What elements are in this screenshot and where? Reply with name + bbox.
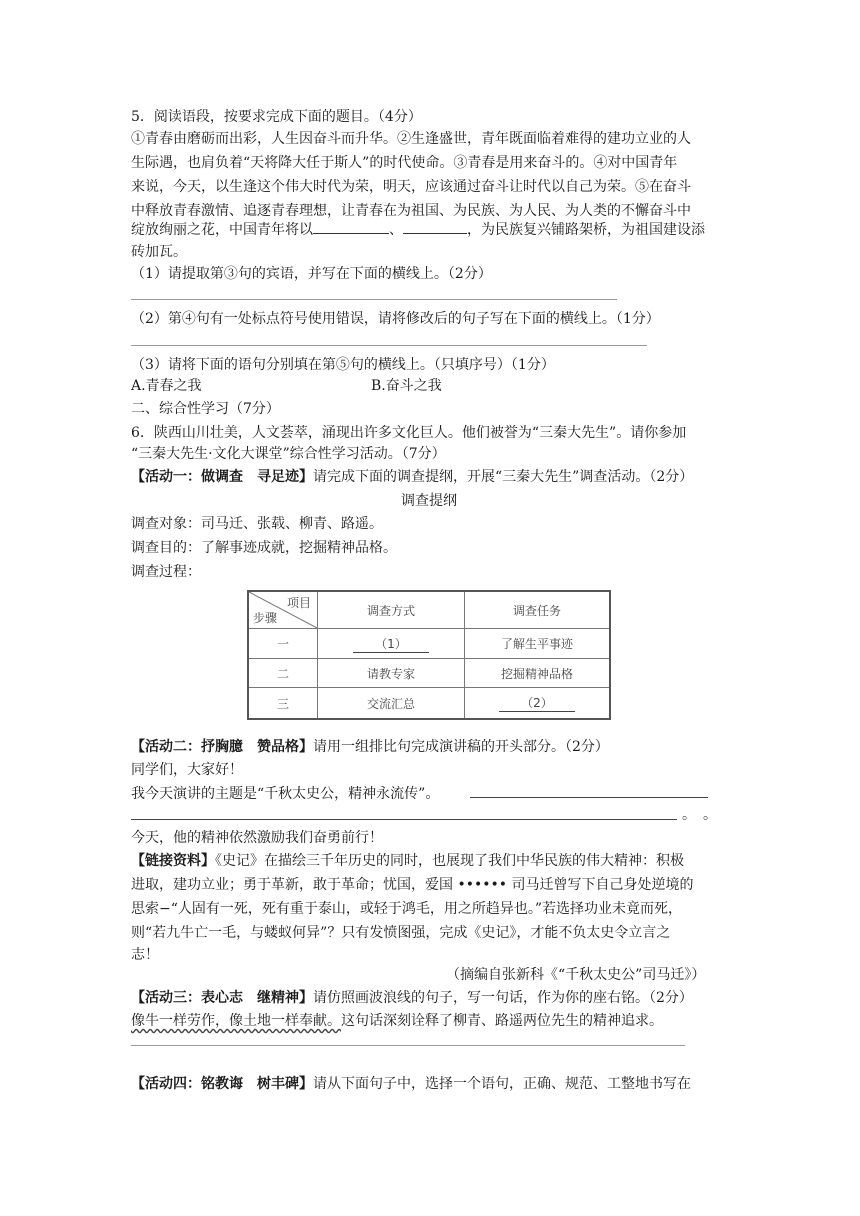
q5-passage-text: 绽放绚丽之花，中国青年将以 [131,222,313,238]
survey-table [247,590,611,720]
table-row [248,688,610,719]
answer-line[interactable] [131,345,647,346]
section-heading: 二、综合性学习（7分） [131,401,280,417]
activity3-text: 请仿照画波浪线的句子，写一句话，作为你的座右铭。（2分） [313,990,693,1006]
link-text-line: 志！ [131,947,159,963]
activity3-line [131,989,693,1007]
fill-blank[interactable] [403,219,467,234]
survey-target: 调查对象：司马迁、张载、柳青、路遥。 [131,516,383,532]
q5-passage-line: 砖加瓦。 [131,244,187,260]
survey-process: 调查过程： [131,564,201,580]
corner-label-step: 步骤 [253,611,278,625]
speech-greeting: 同学们，大家好！ [131,762,243,778]
q5-title: 5．阅读语段，按要求完成下面的题目。（4分） [131,109,422,125]
q5-passage-text: ，为民族复兴铺路架桥，为祖国建设添 [467,222,705,238]
table-cell-method[interactable] [318,629,465,659]
answer-line[interactable] [131,299,617,300]
table-cell-task: 挖掘精神品格 [465,659,611,688]
q5-sub1: （1）请提取第③句的宾语，并写在下面的横线上。（2分） [131,266,492,282]
link-text-line: 则“若九牛亡一毛，与蝼蚁何异”？只有发愤图强，完成《史记》，才能不负太史令立言之 [131,925,671,941]
table-cell-method: 交流汇总 [318,688,465,719]
outline-title: 调查提纲 [401,493,457,509]
wavy-sentence-line [131,1012,663,1030]
q5-passage-line: 生际遇，也肩负着“天将降大任于斯人”的时代使命。③青春是用来奋斗的。④对中国青年 [131,155,678,171]
speech-end-marks: 。 。 [682,807,717,823]
q5-passage-line: 中释放青春激情、追逐青春理想，让青春在为祖国、为民族、为人民、为人类的不懈奋斗中 [131,203,691,219]
activity2-heading: 【活动二：抒胸臆 赞品格】 [131,739,313,755]
activity4-text: 请从下面句子中，选择一个语句，正确、规范、工整地书写在 [313,1076,691,1092]
activity4-heading: 【活动四：铭教诲 树丰碑】 [131,1076,313,1092]
source-citation: （摘编自张新科《“千秋太史公”司马迁》） [446,967,706,983]
q6-intro: 6．陕西山川壮美，人文荟萃，涌现出许多文化巨人。他们被誉为“三秦大先生”。请你参加 [131,425,687,441]
wavy-followup: 这句话深刻诠释了柳青、路遥两位先生的精神追求。 [341,1013,663,1029]
table-cell-step: 一 [248,629,318,659]
q5-sub3: （3）请将下面的语句分别填在第⑤句的横线上。（只填序号）（1分） [131,357,555,373]
activity1-heading: 【活动一：做调查 寻足迹】 [131,469,313,485]
table-cell-step: 二 [248,659,318,688]
q5-option-b: B.奋斗之我 [371,378,442,394]
table-header-row [248,591,610,629]
answer-line[interactable] [131,1045,685,1046]
wavy-underlined-sentence: 像牛一样劳作，像土地一样奉献。 [131,1013,341,1029]
corner-label-item: 项目 [286,596,311,610]
q6-intro: “三秦大先生·文化大课堂”综合性学习活动。（7分） [131,446,446,462]
table-row [248,659,610,688]
fill-blank-label: （2） [499,694,575,712]
speech-today: 今天，他的精神依然激励我们奋勇前行！ [131,830,383,846]
survey-purpose: 调查目的：了解事迹成就，挖掘精神品格。 [131,540,397,556]
answer-line[interactable] [131,819,677,820]
fill-blank-label: （1） [353,635,429,653]
q5-passage-line: 来说，今天，以生逢这个伟大时代为荣，明天，应该通过奋斗让时代以自己为荣。⑤在奋斗 [131,179,691,195]
fill-blank[interactable] [313,219,389,234]
table-cell-step: 三 [248,688,318,719]
q5-passage-text: 、 [389,222,403,238]
link-text-line: 思索−“人固有一死，死有重于泰山，或轻于鸿毛，用之所趋异也。”若选择功业未竟而死， [131,901,683,917]
link-line [131,852,684,870]
q5-passage-line-with-blanks [131,219,705,239]
table-row [248,629,610,659]
table-cell-task: 了解生平事迹 [465,629,611,659]
link-heading: 【链接资料】 [131,853,215,869]
table-corner-cell [248,591,318,629]
activity4-line [131,1075,691,1093]
activity1-line [131,468,693,486]
answer-line[interactable] [470,797,708,798]
activity1-text: 请完成下面的调查提纲，开展“三秦大先生”调查活动。（2分） [313,469,694,485]
activity2-line [131,738,609,756]
link-text: 《史记》在描绘三千年历史的同时，也展现了我们中华民族的伟大精神：积极 [215,853,684,869]
q5-option-a: A.青春之我 [131,378,202,394]
q5-sub2: （2）第④句有一处标点符号使用错误，请将修改后的句子写在下面的横线上。（1分） [131,311,660,327]
table-cell-task[interactable] [465,688,611,719]
table-cell-method: 请教专家 [318,659,465,688]
table-header-cell: 调查任务 [465,591,611,629]
table-header-cell: 调查方式 [318,591,465,629]
link-text-line: 进取，建功立业；勇于革新，敢于革命；忧国，爱国 •••••• 司马迁曾写下自己身处逆境的 [131,877,694,893]
activity3-heading: 【活动三：表心志 继精神】 [131,990,313,1006]
speech-theme: 我今天演讲的主题是“千秋太史公，精神永流传”。 [131,786,440,802]
activity2-text: 请用一组排比句完成演讲稿的开头部分。（2分） [313,739,609,755]
q5-passage-line: ①青春由磨砺而出彩，人生因奋斗而升华。②生逢盛世，青年既面临着难得的建功立业的人 [131,131,691,147]
